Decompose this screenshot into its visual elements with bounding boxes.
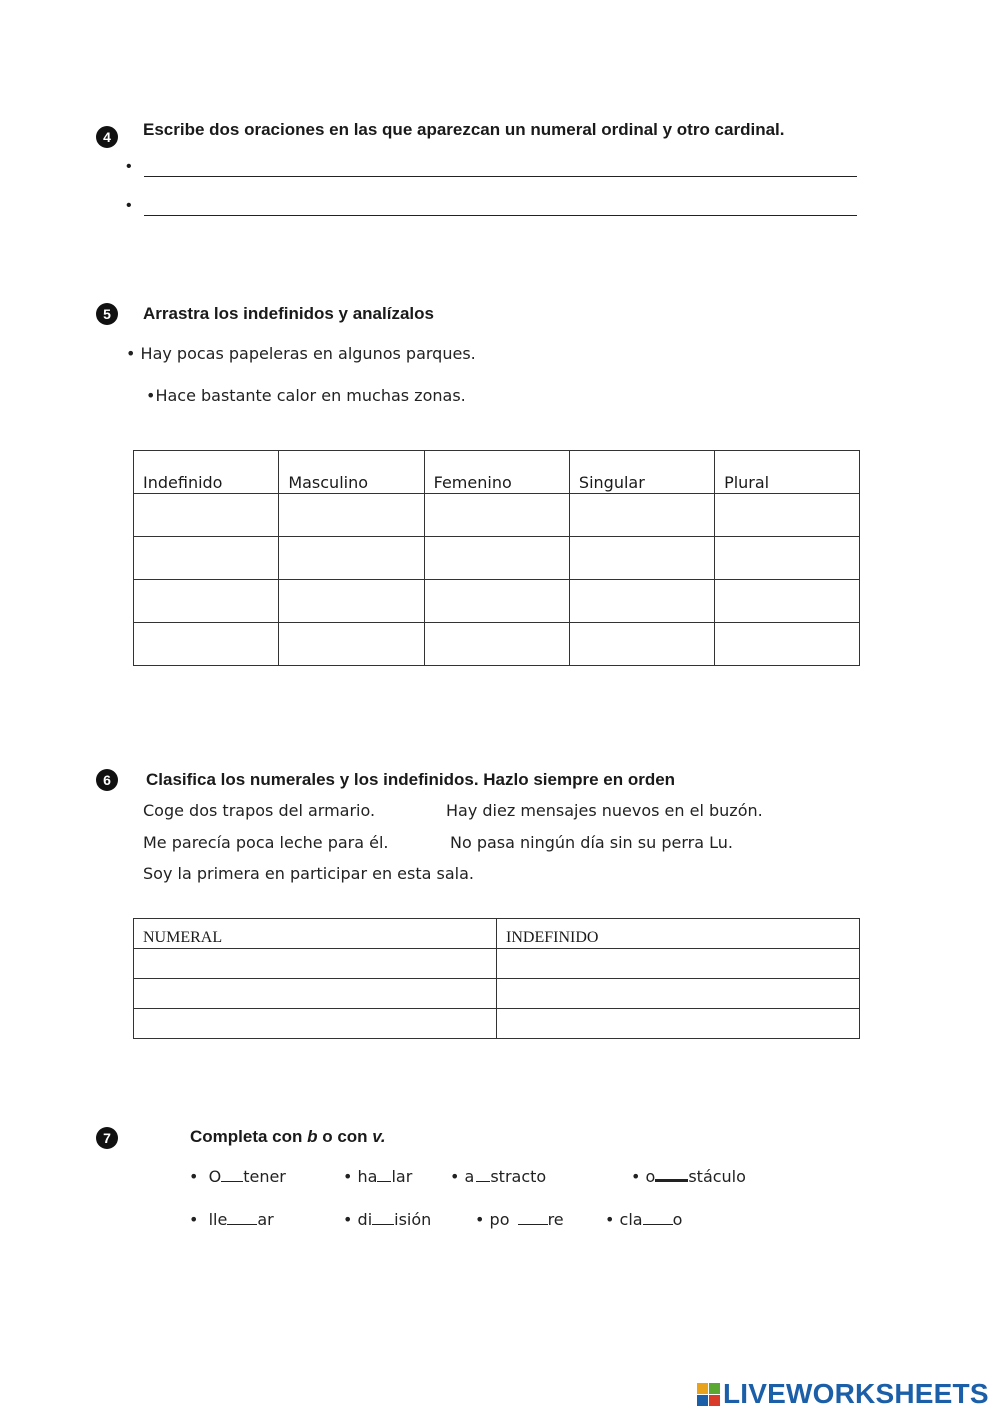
- word-prefix: a: [464, 1167, 475, 1186]
- header-indefinido: Indefinido: [134, 451, 279, 494]
- header-singular: Singular: [569, 451, 714, 494]
- exercise-4-bullet-1: •: [126, 158, 132, 175]
- drop-cell[interactable]: [134, 949, 497, 979]
- blank-input[interactable]: [476, 1169, 490, 1182]
- drop-cell[interactable]: [424, 494, 569, 537]
- word-prefix: lle: [208, 1210, 228, 1229]
- title-letter-b: b: [307, 1127, 318, 1146]
- exercise-6-number-badge: 6: [96, 769, 118, 791]
- table-header-row: [134, 919, 860, 949]
- drop-cell[interactable]: [134, 979, 497, 1009]
- bullet: •: [146, 386, 156, 405]
- drop-cell[interactable]: [497, 1009, 860, 1039]
- logo-mark-icon: [697, 1383, 720, 1406]
- word-prefix: di: [357, 1210, 373, 1229]
- drop-cell[interactable]: [715, 537, 860, 580]
- bullet: •: [126, 344, 141, 363]
- table-row: [134, 949, 860, 979]
- word-suffix: lar: [391, 1167, 413, 1186]
- drop-cell[interactable]: [134, 494, 279, 537]
- drop-cell[interactable]: [279, 537, 424, 580]
- blank-input[interactable]: [655, 1167, 688, 1182]
- sentence-text: Hay pocas papeleras en algunos parques.: [140, 344, 476, 363]
- drop-cell[interactable]: [497, 979, 860, 1009]
- title-letter-v: v.: [372, 1127, 386, 1146]
- sentence-text: Hace bastante calor en muchas zonas.: [155, 386, 466, 405]
- exercise-5-number-badge: 5: [96, 303, 118, 325]
- drop-cell[interactable]: [424, 580, 569, 623]
- table-row: [134, 537, 860, 580]
- word-suffix: re: [547, 1210, 564, 1229]
- exercise-4-bullet-2: •: [126, 197, 132, 214]
- exercise-6-title: Clasifica los numerales y los indefinidos. Hazlo siempre en orden: [146, 770, 676, 789]
- drop-cell[interactable]: [424, 623, 569, 666]
- table-row: [134, 494, 860, 537]
- blank-input[interactable]: [227, 1212, 257, 1225]
- exercise-6-sentence-4: No pasa ningún día sin su perra Lu.: [450, 833, 733, 852]
- drop-cell[interactable]: [134, 537, 279, 580]
- blank-input[interactable]: [377, 1169, 391, 1182]
- word-suffix: o: [672, 1210, 683, 1229]
- word-item: [343, 1210, 431, 1229]
- exercise-7-title: [190, 1127, 386, 1147]
- blank-input[interactable]: [221, 1169, 243, 1182]
- word-item: [450, 1167, 546, 1186]
- drop-cell[interactable]: [715, 580, 860, 623]
- exercise-4-answer-line-1[interactable]: [144, 176, 857, 177]
- exercise-5-sentence-2: [146, 386, 466, 405]
- exercise-4-answer-line-2[interactable]: [144, 215, 857, 216]
- drop-cell[interactable]: [424, 537, 569, 580]
- drop-cell[interactable]: [279, 623, 424, 666]
- exercise-6-sentence-2: Hay diez mensajes nuevos en el buzón.: [446, 801, 763, 820]
- liveworksheets-logo[interactable]: [697, 1378, 989, 1410]
- table-row: [134, 580, 860, 623]
- word-item: [631, 1167, 746, 1186]
- exercise-6-sentence-3: Me parecía poca leche para él.: [143, 833, 389, 852]
- word-suffix: ar: [257, 1210, 274, 1229]
- exercise-6-sentence-1: Coge dos trapos del armario.: [143, 801, 376, 820]
- bullet: •: [450, 1167, 465, 1186]
- drop-cell[interactable]: [497, 949, 860, 979]
- header-plural: Plural: [715, 451, 860, 494]
- exercise-5-sentence-1: [126, 344, 476, 363]
- exercise-6-table: [133, 918, 860, 1039]
- drop-cell[interactable]: [715, 623, 860, 666]
- table-row: [134, 1009, 860, 1039]
- word-prefix: ha: [357, 1167, 378, 1186]
- drop-cell[interactable]: [134, 580, 279, 623]
- logo-square: [697, 1395, 708, 1406]
- word-item: [189, 1167, 286, 1186]
- drop-cell[interactable]: [134, 1009, 497, 1039]
- word-suffix: stracto: [490, 1167, 547, 1186]
- table-header-row: [134, 451, 860, 494]
- word-suffix: isión: [394, 1210, 432, 1229]
- exercise-6-sentence-5: Soy la primera en participar en esta sala.: [143, 864, 474, 883]
- word-item: [343, 1167, 412, 1186]
- word-item: [605, 1210, 682, 1229]
- word-item: [189, 1210, 274, 1229]
- logo-square: [697, 1383, 708, 1394]
- exercise-4-title: Escribe dos oraciones en las que aparezcan un numeral ordinal y otro cardinal.: [143, 120, 785, 139]
- exercise-5-title: Arrastra los indefinidos y analízalos: [143, 304, 434, 323]
- drop-cell[interactable]: [134, 623, 279, 666]
- blank-input[interactable]: [518, 1212, 548, 1225]
- exercise-5-table: [133, 450, 860, 666]
- bullet: •: [343, 1210, 358, 1229]
- header-numeral: NUMERAL: [134, 919, 497, 949]
- bullet: •: [605, 1210, 620, 1229]
- blank-input[interactable]: [643, 1212, 673, 1225]
- bullet: •: [343, 1167, 358, 1186]
- drop-cell[interactable]: [569, 623, 714, 666]
- header-indefinido: INDEFINIDO: [497, 919, 860, 949]
- title-text: Completa con: [190, 1127, 308, 1146]
- bullet: •: [189, 1210, 209, 1229]
- bullet: •: [475, 1210, 490, 1229]
- word-prefix: o: [645, 1167, 656, 1186]
- word-suffix: tener: [243, 1167, 286, 1186]
- blank-input[interactable]: [372, 1212, 394, 1225]
- bullet: •: [631, 1167, 646, 1186]
- title-text: o con: [317, 1127, 373, 1146]
- drop-cell[interactable]: [569, 537, 714, 580]
- word-prefix: cla: [619, 1210, 643, 1229]
- exercise-7-number-badge: 7: [96, 1127, 118, 1149]
- drop-cell[interactable]: [569, 580, 714, 623]
- table-row: [134, 623, 860, 666]
- word-prefix: po: [489, 1210, 515, 1229]
- word-suffix: stáculo: [688, 1167, 746, 1186]
- word-item: [475, 1210, 564, 1229]
- header-femenino: Femenino: [424, 451, 569, 494]
- drop-cell[interactable]: [715, 494, 860, 537]
- drop-cell[interactable]: [569, 494, 714, 537]
- exercise-4-number-badge: 4: [96, 126, 118, 148]
- bullet: •: [189, 1167, 209, 1186]
- logo-text: LIVEWORKSHEETS: [723, 1378, 989, 1409]
- table-row: [134, 979, 860, 1009]
- logo-square: [709, 1383, 720, 1394]
- header-masculino: Masculino: [279, 451, 424, 494]
- logo-square: [709, 1395, 720, 1406]
- drop-cell[interactable]: [279, 494, 424, 537]
- drop-cell[interactable]: [279, 580, 424, 623]
- word-prefix: O: [208, 1167, 222, 1186]
